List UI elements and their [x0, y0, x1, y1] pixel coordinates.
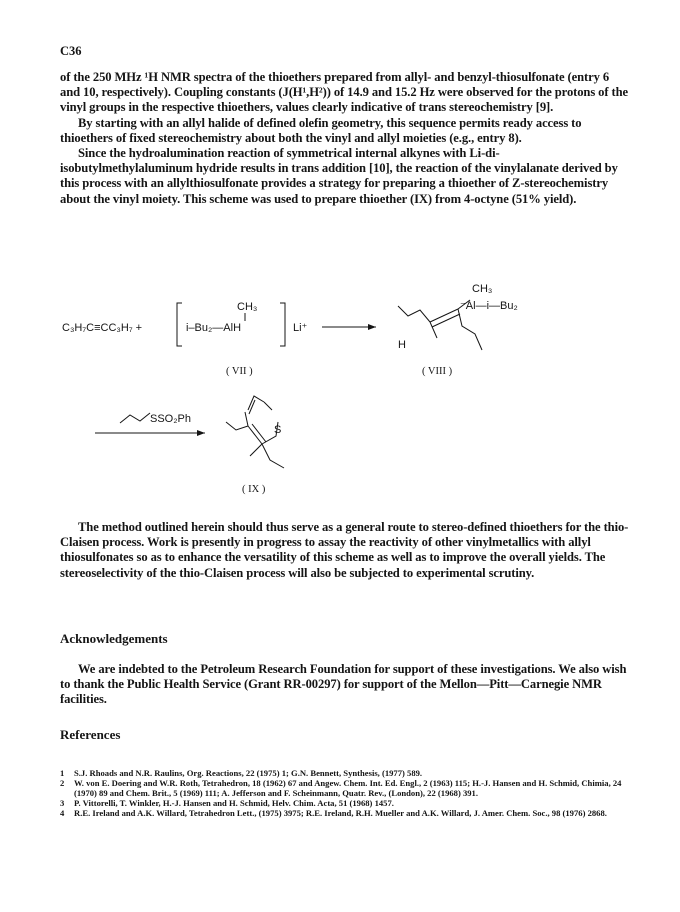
reference-text: P. Vittorelli, T. Winkler, H.-J. Hansen and H. Schmid, Helv. Chim. Acta, 51 (1968) 1457. [74, 798, 394, 808]
paragraph-method: The method outlined herein should thus serve as a general route to stereo-defined thioethers for the thio-Claisen process. Work is presently in progress to assay the reactivity of other vinylmetallics with allyl thiosulfonates so as to enhance the versatility of this scheme as well as to improve the overall yields. The stereoselectivity of the thio-Claisen process will also be subjected to experimental scrutiny. [60, 520, 629, 580]
label-ix: ( IX ) [242, 484, 266, 495]
bracket-left [177, 303, 182, 346]
reference-item [60, 778, 640, 798]
label-vii: ( VII ) [226, 366, 253, 377]
bracket-right [280, 303, 285, 346]
body-text-top [60, 70, 632, 207]
product-aluminum: ⁻Al—i—Bu₂ [460, 300, 518, 312]
reaction-arrow-1-head [368, 324, 376, 330]
paragraph-acknowledgements: We are indebted to the Petroleum Research Foundation for support of these investigations. We also wish to thank the Public Health Service (Grant RR-00297) for support of the Mellon—Pitt—Carnegie NMR facilities. [60, 662, 627, 707]
references-heading: References [60, 727, 121, 742]
product-ch3: CH₃ [472, 283, 493, 295]
paragraph-hydroalumination: Since the hydroalumination reaction of symmetrical internal alkynes with Li-di-isobutylmethylaluminum hydride results in trans addition [10], the reaction of the vinylalanate derived by this process with an allylthiosulfonate provides a strategy for preparing a thioether of Z-stereochemistry about the vinyl moiety. This scheme was used to prepare thioether (IX) from 4-octyne (51% yield). [60, 146, 618, 206]
reference-number: 3 [60, 798, 65, 808]
references-list [60, 768, 640, 818]
reference-item [60, 798, 640, 808]
reaction-scheme [0, 270, 680, 510]
alkyne-formula: C₃H₇C≡CC₃H₇ + [62, 322, 143, 334]
reaction-arrow-2-head [197, 430, 205, 436]
body-text-bottom [60, 520, 632, 581]
sulfur-atom: S [274, 424, 282, 436]
reagent-ch3: CH₃ [237, 301, 258, 313]
reference-text: R.E. Ireland and A.K. Willard, Tetrahedron Lett., (1975) 3975; R.E. Ireland, R.H. Mueller and A.K. Willard, J. Amer. Chem. Soc., 98 (1976) 2868. [74, 808, 607, 818]
reference-number: 1 [60, 768, 65, 778]
reference-number: 2 [60, 778, 65, 788]
product-hydrogen: H [398, 339, 406, 351]
acknowledgements-text [60, 662, 632, 708]
reference-text: S.J. Rhoads and N.R. Raulins, Org. Reactions, 22 (1975) 1; G.N. Bennett, Synthesis, (1977) 589. [74, 768, 423, 778]
reagent-formula: i–Bu₂—AlH [186, 322, 242, 334]
reference-item [60, 808, 640, 818]
acknowledgements-heading: Acknowledgements [60, 631, 168, 646]
reference-number: 4 [60, 808, 65, 818]
paragraph-allyl-halide: By starting with an allyl halide of defined olefin geometry, this sequence permits ready access to thioethers of fixed stereochemistry about both the vinyl and allyl moieties (e.g., entry 8). [60, 115, 582, 145]
page-number: C36 [60, 44, 82, 58]
label-viii: ( VIII ) [422, 366, 453, 377]
reference-text: W. von E. Doering and W.R. Roth, Tetrahedron, 18 (1962) 67 and Angew. Chem. Int. Ed. Engl., 2 (1963) 115; H.-J. Hansen and H. Schmid, Chimia, 24 (1970) 89 and Chem. Brit., 5 (1969) 111; A. Jefferson and F. Scheinmann, Quatr. Rev., (London), 22 (1968) 391. [74, 778, 622, 798]
allyl-fragment [120, 413, 150, 423]
reference-item [60, 768, 640, 778]
reagent-counterion: Li⁺ [293, 322, 308, 334]
paragraph-nmr: of the 250 MHz ¹H NMR spectra of the thioethers prepared from allyl- and benzyl-thiosulfonate (entry 6 and 10, respectively). Coupling constants (J(H¹,H²)) of 14.9 and 15.2 Hz were observed for the protons of the vinyl groups in the respective thioethers, values clearly indicative of trans stereochemistry [9]. [60, 70, 629, 115]
thiosulfonate-reagent: SSO₂Ph [150, 413, 191, 425]
